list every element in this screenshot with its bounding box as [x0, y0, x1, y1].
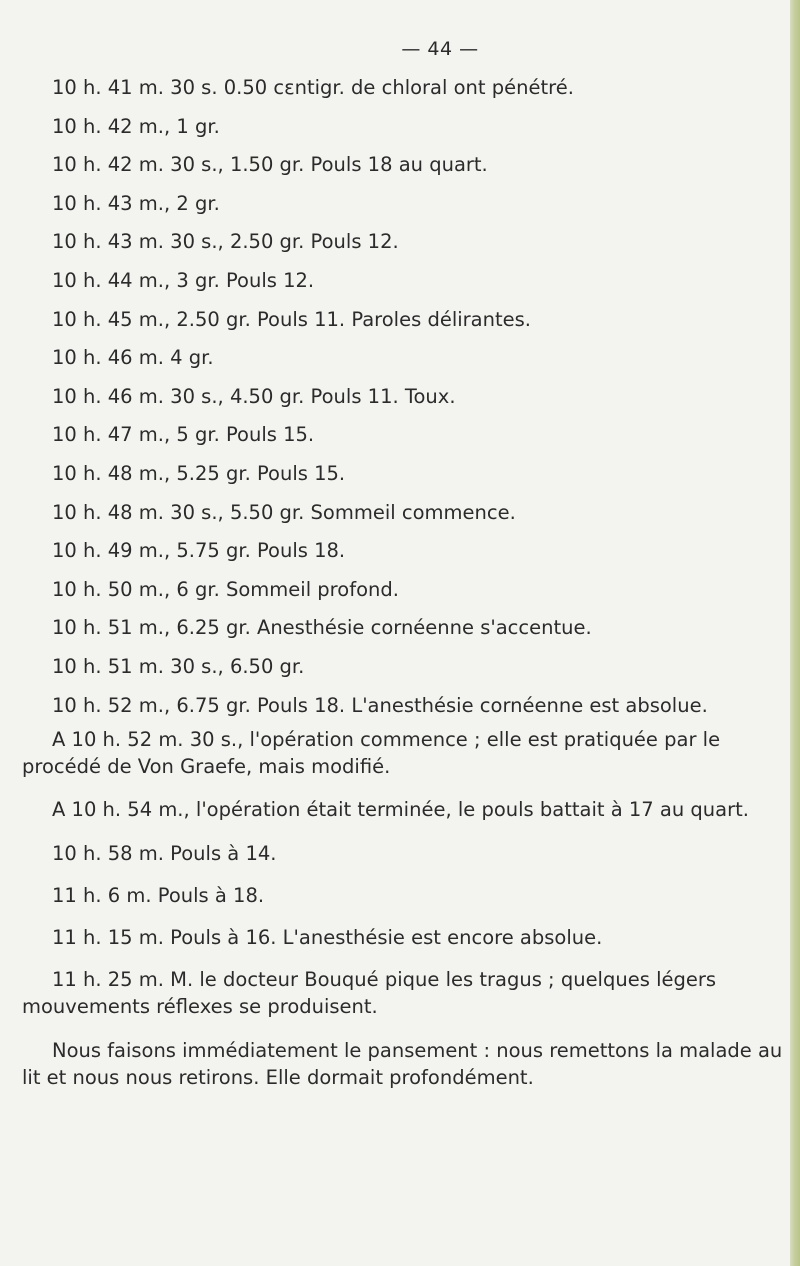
log-line-later-3: 11 h. 15 m. Pouls à 16. L'anesthésie est encore absolue. [52, 926, 603, 949]
reflexes-line2: mouvements réflexes se produisent. [22, 995, 378, 1018]
log-line: 10 h. 42 m., 1 gr. [52, 114, 220, 138]
log-line: 10 h. 48 m. 30 s., 5.50 gr. Sommeil commence. [52, 500, 516, 524]
log-line: 10 h. 51 m., 6.25 gr. Anesthésie cornéenne s'accentue. [52, 616, 592, 640]
log-line: 10 h. 46 m. 4 gr. [52, 346, 214, 370]
log-line: 10 h. 47 m., 5 gr. Pouls 15. [52, 423, 315, 447]
log-line-later-2: 11 h. 6 m. Pouls à 18. [52, 884, 265, 907]
log-line: 10 h. 48 m., 5.25 gr. Pouls 15. [52, 462, 346, 485]
log-line: 10 h. 42 m. 30 s., 1.50 gr. Pouls 18 au quart. [52, 153, 488, 177]
page-edge-shadow [790, 0, 800, 1266]
operation-start-line2: procédé de Von Graefe, mais modifié. [22, 755, 391, 778]
log-line: 10 h. 46 m. 30 s., 4.50 gr. Pouls 11. Toux. [52, 384, 456, 408]
log-line: 10 h. 52 m., 6.75 gr. Pouls 18. L'anesthésie cornéenne est absolue. [52, 693, 708, 717]
final-line2: lit et nous nous retirons. Elle dormait profondément. [22, 1066, 534, 1089]
log-line: 10 h. 43 m., 2 gr. [52, 191, 220, 215]
log-line: 10 h. 51 m. 30 s., 6.50 gr. [52, 655, 305, 678]
log-line: 10 h. 49 m., 5.75 gr. Pouls 18. [52, 539, 346, 563]
log-line: 10 h. 41 m. 30 s. 0.50 cεntigr. de chloral ont pénétré. [52, 76, 574, 99]
log-line-later-1: 10 h. 58 m. Pouls à 14. [52, 842, 277, 865]
log-line: 10 h. 50 m., 6 gr. Sommeil profond. [52, 577, 399, 601]
final-line1: Nous faisons immédiatement le pansement : nous remettons la malade au [52, 1039, 783, 1062]
log-line: 10 h. 44 m., 3 gr. Pouls 12. [52, 269, 315, 292]
log-line: 10 h. 45 m., 2.50 gr. Pouls 11. Paroles délirantes. [52, 307, 531, 331]
page-number: — 44 — [401, 38, 479, 60]
reflexes-line1: 11 h. 25 m. M. le docteur Bouqué pique les tragus ; quelques légers [52, 968, 717, 991]
operation-start-line1: A 10 h. 52 m. 30 s., l'opération commence ; elle est pratiquée par le [52, 728, 721, 751]
log-line: 10 h. 43 m. 30 s., 2.50 gr. Pouls 12. [52, 230, 399, 254]
operation-end-line: A 10 h. 54 m., l'opération était terminée, le pouls battait à 17 au quart. [52, 798, 749, 821]
